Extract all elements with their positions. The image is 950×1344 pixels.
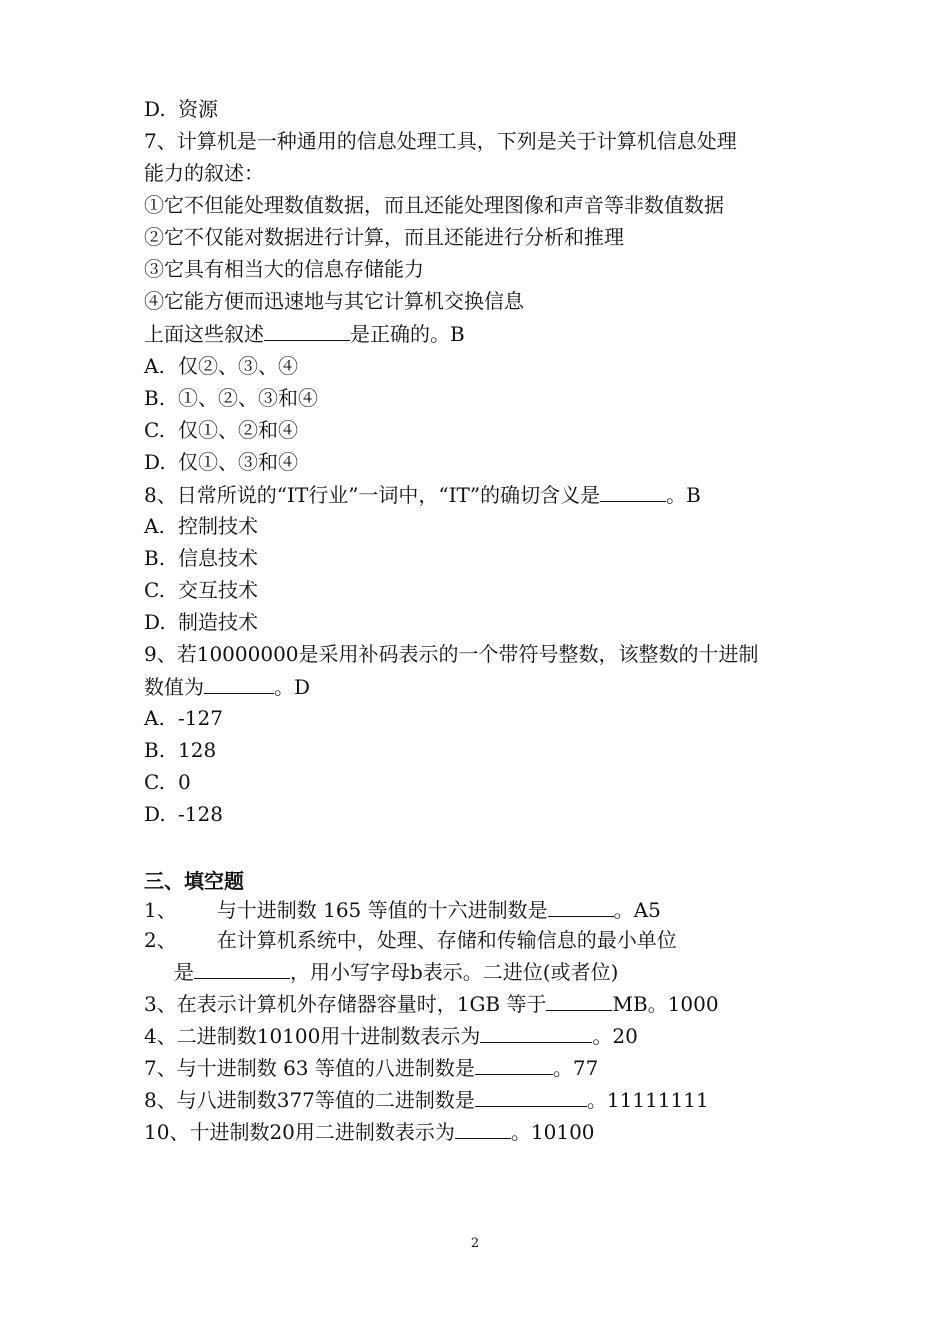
fill-question-4	[144, 1022, 638, 1049]
q7-item-1: ①它不但能处理数值数据，而且还能处理图像和声音等非数值数据	[144, 193, 724, 217]
q8-stem-post: 。B	[666, 483, 701, 507]
q7-option-c	[144, 417, 298, 443]
answer-blank	[194, 958, 290, 979]
option-text: 仅①、②和④	[178, 418, 298, 442]
q7-item-2: ②它不仅能对数据进行计算，而且还能进行分析和推理	[144, 225, 624, 249]
answer-blank	[600, 481, 666, 502]
q9-option-b	[144, 737, 216, 763]
fill-stem-line1: 在计算机系统中，处理、存储和传输信息的最小单位	[216, 928, 677, 952]
section-heading: 三、填空题	[144, 869, 244, 893]
q8-option-a	[144, 513, 258, 539]
q9-stem-pre: 数值为	[144, 675, 204, 699]
q8-stem	[144, 481, 701, 508]
option-text: 128	[178, 738, 217, 762]
answer-blank	[475, 1054, 553, 1075]
q7-stem-question	[144, 320, 465, 347]
option-text: -127	[178, 706, 223, 730]
option-letter: C.	[144, 578, 165, 602]
q7-option-a	[144, 353, 298, 379]
q9-stem-line2	[144, 673, 310, 700]
q8-option-b	[144, 545, 258, 571]
q7-item-4: ④它能方便而迅速地与其它计算机交换信息	[144, 289, 524, 313]
fill-stem-pre: 8、与八进制数377等值的二进制数是	[144, 1088, 475, 1112]
q7-stem-line1: 7、计算机是一种通用的信息处理工具，下列是关于计算机信息处理	[144, 129, 737, 153]
answer-blank	[546, 990, 612, 1011]
question-number: 1、	[144, 898, 177, 922]
q9-option-a	[144, 705, 223, 731]
option-letter: C.	[144, 770, 165, 794]
option-text: ①、②、③和④	[178, 386, 318, 410]
fill-stem-pre: 10、十进制数20用二进制数表示为	[144, 1120, 455, 1144]
page-number: 2	[470, 1236, 480, 1251]
q7-option-d	[144, 449, 298, 475]
option-text: 0	[178, 770, 191, 794]
answer-blank	[548, 896, 614, 917]
option-letter: D.	[144, 802, 166, 826]
q9-option-c	[144, 769, 191, 795]
fill-stem-post: 。77	[552, 1056, 599, 1080]
question-number: 2、	[144, 928, 177, 952]
fill-question-1	[144, 896, 661, 923]
option-text: 资源	[178, 97, 218, 121]
fill-stem-post: 。10100	[510, 1120, 595, 1144]
fill-stem-post: 。20	[592, 1024, 638, 1048]
fill-question-7	[144, 1054, 598, 1081]
option-letter: A.	[144, 514, 165, 538]
answer-blank	[475, 1086, 587, 1107]
fill-stem-pre: 与十进制数 165 等值的十六进制数是	[216, 898, 548, 922]
option-letter: A.	[144, 706, 165, 730]
option-letter: D.	[144, 450, 166, 474]
fill-stem-post: MB。1000	[612, 992, 719, 1016]
fill-stem-pre: 7、与十进制数 63 等值的八进制数是	[144, 1056, 475, 1080]
fill-question-10	[144, 1118, 595, 1145]
option-text: 交互技术	[178, 578, 258, 602]
q9-stem-line1: 9、若10000000是采用补码表示的一个带符号整数，该整数的十进制	[144, 642, 759, 666]
q7-stem-post: 是正确的。B	[350, 322, 465, 346]
fill-question-2-line1	[144, 927, 677, 953]
q8-stem-pre: 8、日常所说的“IT行业”一词中，“IT”的确切含义是	[144, 483, 601, 507]
option-letter: D.	[144, 610, 166, 634]
q6-option-d	[144, 96, 218, 122]
q7-option-b	[144, 385, 318, 411]
option-text: 制造技术	[178, 610, 258, 634]
q8-option-d	[144, 609, 258, 635]
option-letter: B.	[144, 738, 166, 762]
option-letter: D.	[144, 97, 166, 121]
fill-question-3	[144, 990, 719, 1017]
option-letter: B.	[144, 546, 166, 570]
fill-stem-pre: 是	[174, 960, 194, 984]
answer-blank	[455, 1118, 511, 1139]
q7-item-3: ③它具有相当大的信息存储能力	[144, 257, 424, 281]
fill-question-2-line2	[174, 958, 618, 985]
answer-blank	[204, 673, 274, 694]
q9-stem-post: 。D	[274, 675, 311, 699]
option-text: 仅②、③、④	[178, 354, 298, 378]
fill-question-8	[144, 1086, 709, 1113]
fill-stem-post: ，用小写字母b表示。二进位(或者位)	[290, 960, 619, 984]
fill-stem-pre: 3、在表示计算机外存储器容量时，1GB 等于	[144, 992, 547, 1016]
q7-stem-pre: 上面这些叙述	[144, 322, 264, 346]
q9-option-d	[144, 801, 223, 827]
fill-stem-post: 。11111111	[586, 1088, 709, 1112]
q8-option-c	[144, 577, 258, 603]
option-text: 信息技术	[178, 546, 258, 570]
option-text: 控制技术	[178, 514, 258, 538]
option-letter: C.	[144, 418, 165, 442]
option-letter: B.	[144, 386, 166, 410]
answer-blank	[480, 1022, 592, 1043]
answer-blank	[264, 320, 350, 341]
q7-stem-line2: 能力的叙述：	[144, 161, 264, 185]
option-text: 仅①、③和④	[178, 450, 298, 474]
option-text: -128	[178, 802, 223, 826]
option-letter: A.	[144, 354, 165, 378]
fill-stem-post: 。A5	[613, 898, 661, 922]
fill-stem-pre: 4、二进制数10100用十进制数表示为	[144, 1024, 481, 1048]
